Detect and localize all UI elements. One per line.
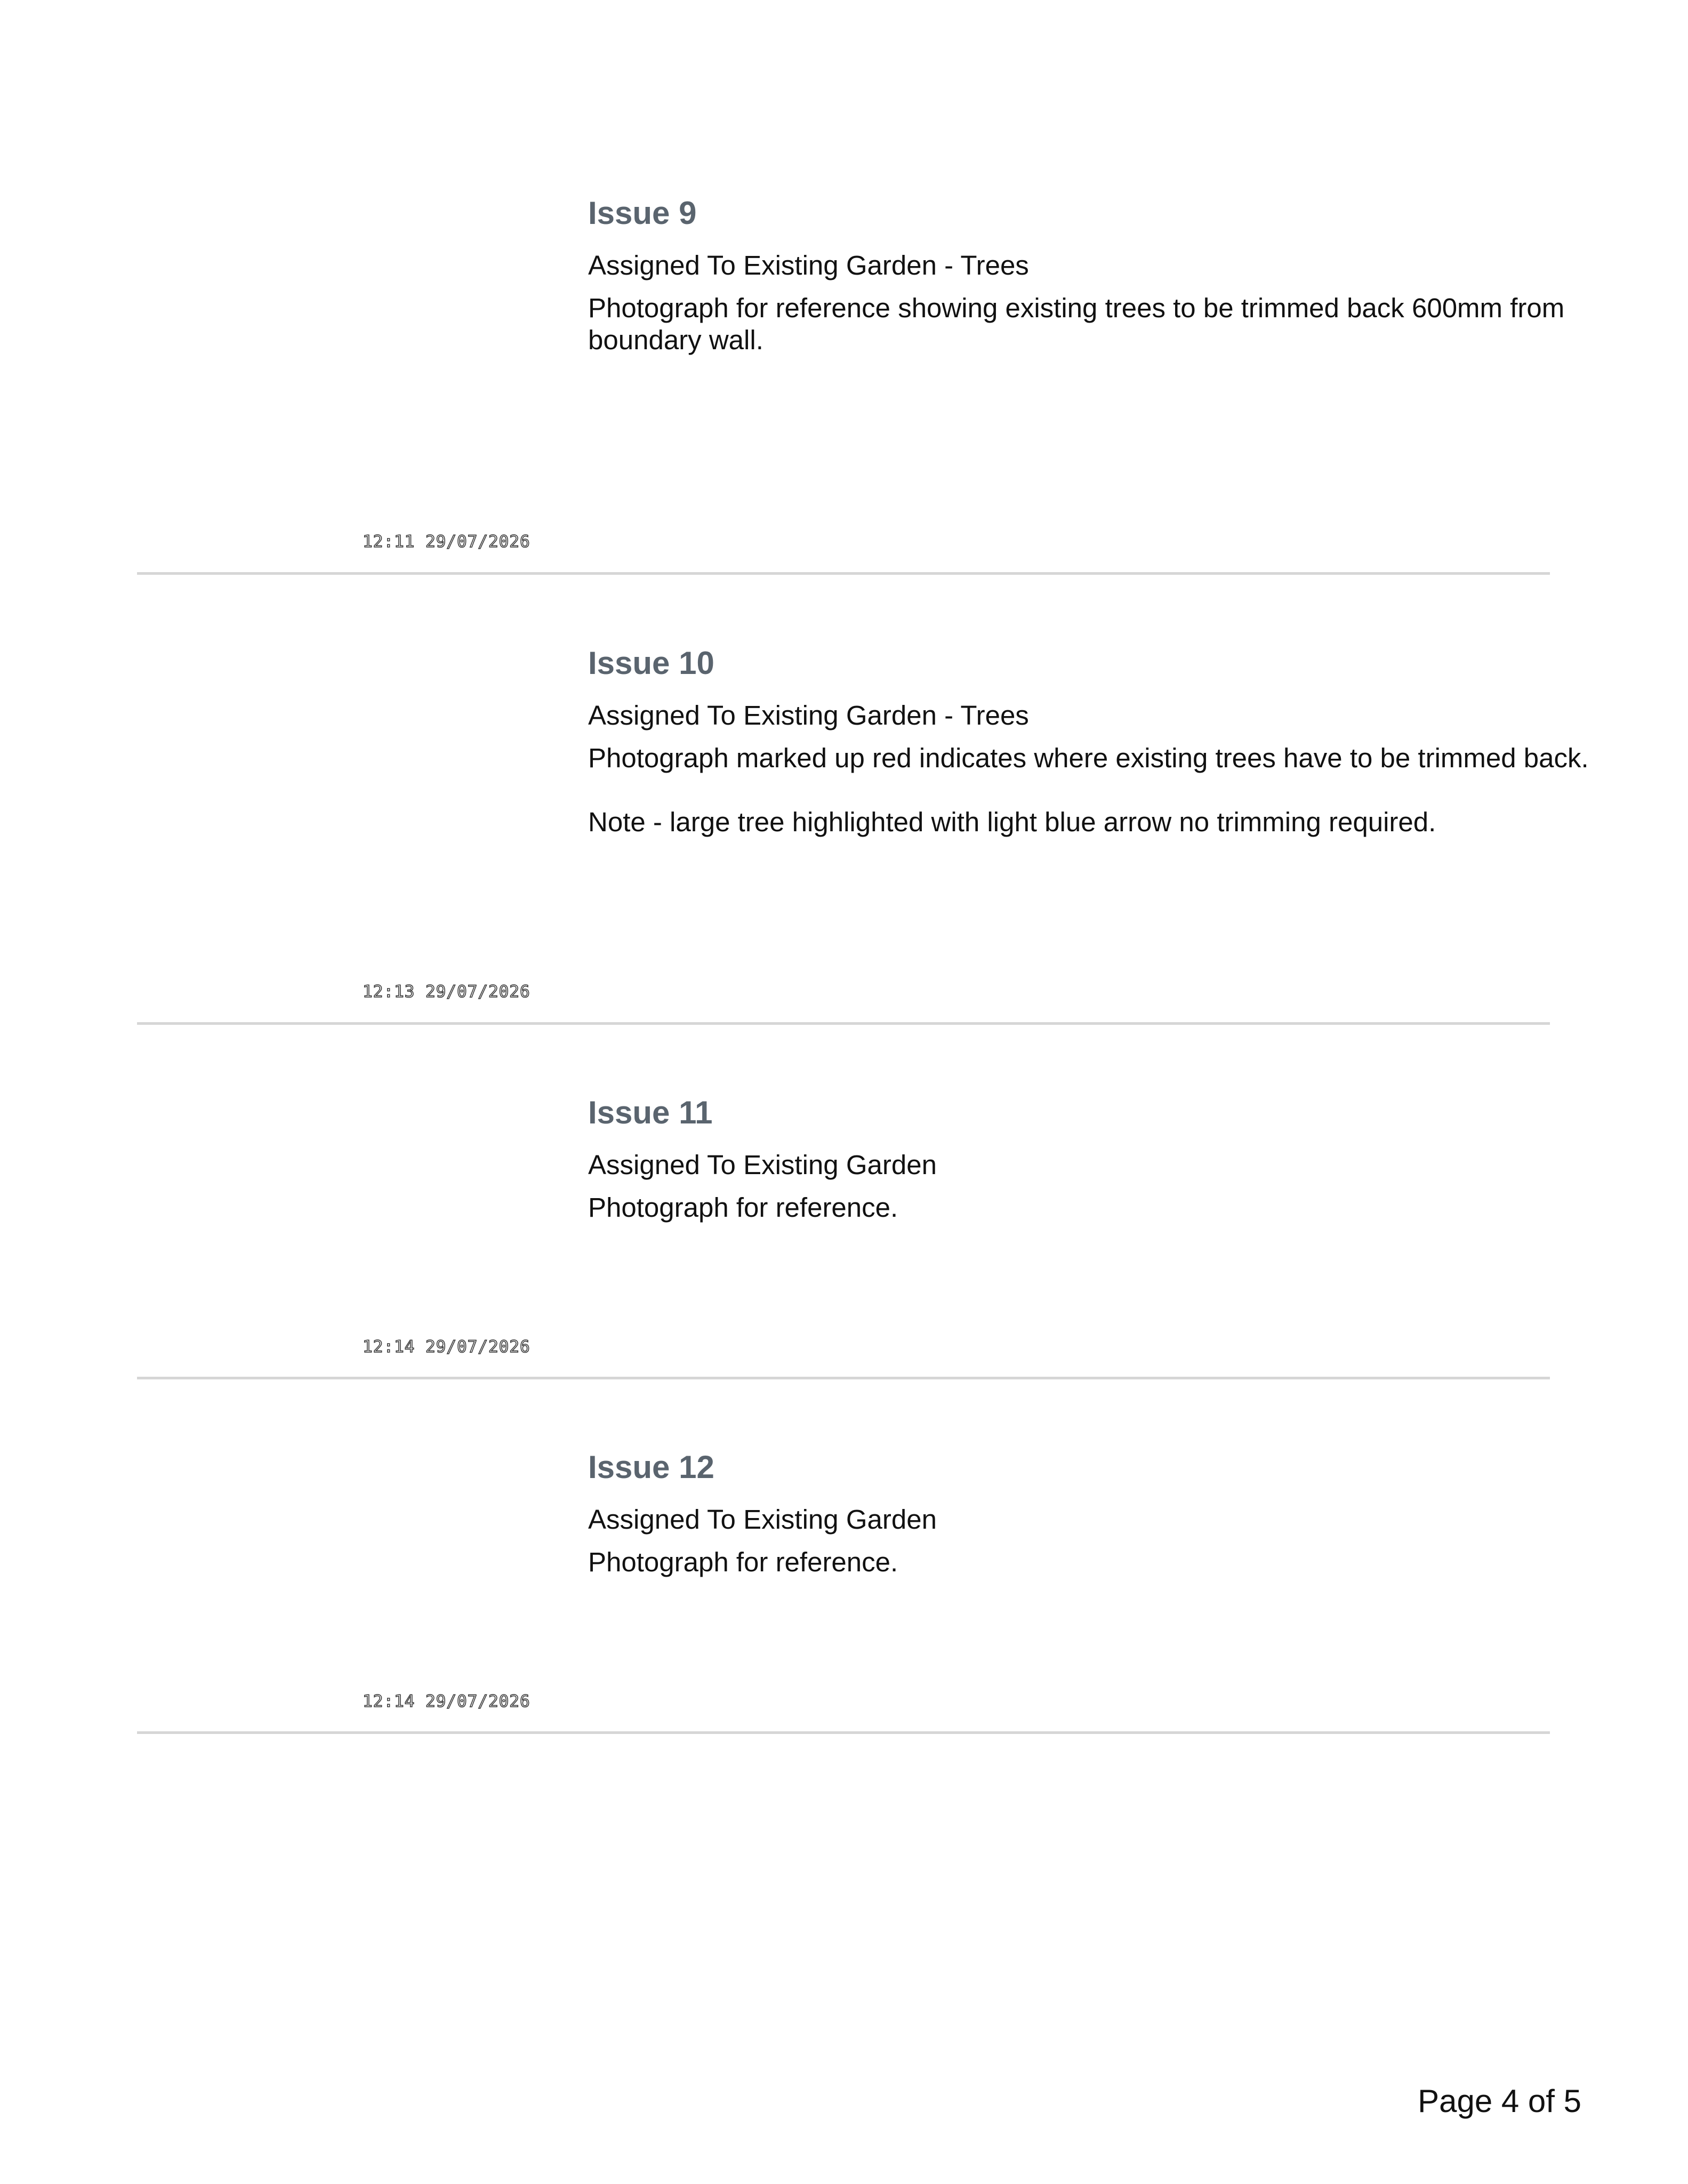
- issue-description: Photograph for reference.: [588, 1547, 898, 1577]
- issue-divider: [137, 1731, 1550, 1734]
- issue-description: Photograph for reference.: [588, 1192, 898, 1223]
- photo-timestamp: 12:14 29/07/2026: [363, 1337, 530, 1356]
- issue-divider: [137, 1377, 1550, 1379]
- issue-divider: [137, 572, 1550, 575]
- issue-assigned-to: Assigned To Existing Garden - Trees: [588, 700, 1029, 730]
- issue-assigned-to: Assigned To Existing Garden: [588, 1504, 937, 1535]
- issue-assigned-to: Assigned To Existing Garden: [588, 1150, 937, 1180]
- issue-title: Issue 11: [588, 1095, 713, 1130]
- issue-title: Issue 10: [588, 645, 714, 681]
- issue-title: Issue 12: [588, 1449, 714, 1485]
- issue-title: Issue 9: [588, 195, 697, 231]
- photo-timestamp: 12:13 29/07/2026: [363, 982, 530, 1001]
- issue-assigned-to: Assigned To Existing Garden - Trees: [588, 250, 1029, 280]
- issue-description: Photograph marked up red indicates where existing trees have to be trimmed back.: [588, 743, 1589, 773]
- photo-timestamp: 12:11 29/07/2026: [363, 532, 530, 551]
- issue-note: Note - large tree highlighted with light blue arrow no trimming required.: [588, 807, 1436, 837]
- page-number: Page 4 of 5: [1418, 2083, 1581, 2119]
- photo-timestamp: 12:14 29/07/2026: [363, 1692, 530, 1711]
- issue-divider: [137, 1022, 1550, 1025]
- issue-description: Photograph for reference showing existing trees to be trimmed back 600mm from boundary wall.: [588, 293, 1565, 355]
